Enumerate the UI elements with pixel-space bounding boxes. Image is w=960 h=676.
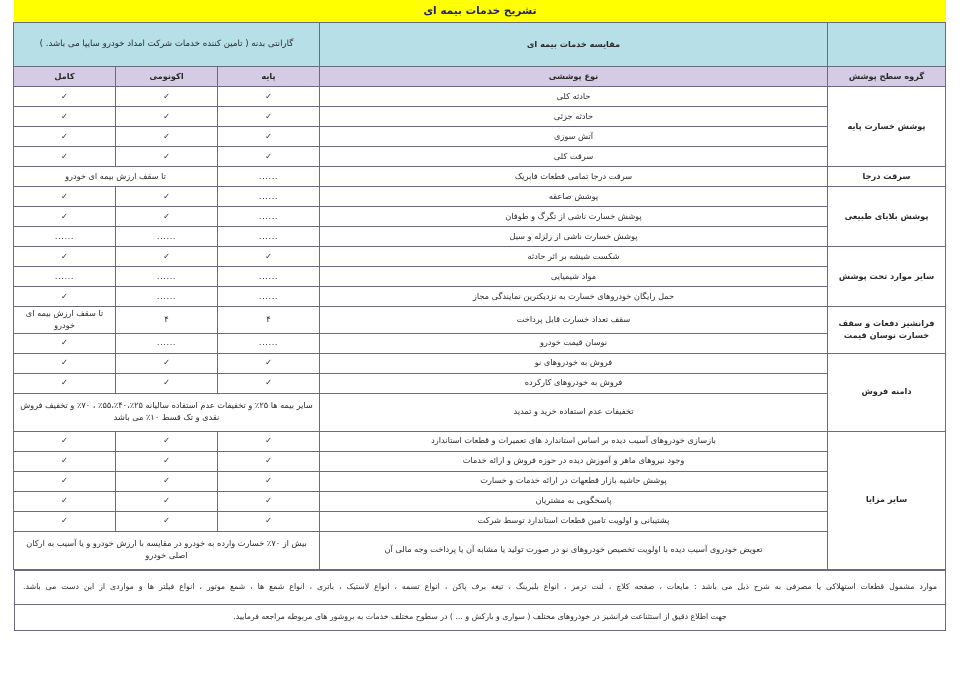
table-row [13, 147, 945, 167]
table-row [13, 531, 945, 569]
plan-value-base: ✓ [218, 511, 320, 531]
header-warranty-title: گارانتی بدنه ( تامین کننده خدمات شرکت امداد خودرو سایپا می باشد. ) [13, 23, 319, 67]
column-header-full: کامل [13, 67, 115, 87]
coverage-group-label: سرقت درجا [828, 167, 946, 187]
plan-value-economy: ✓ [116, 187, 218, 207]
table-row [13, 511, 945, 531]
plan-value-economy: ...... [116, 333, 218, 353]
plan-value-economy: ✓ [116, 107, 218, 127]
plan-value-economy: ✓ [116, 373, 218, 393]
table-row [13, 167, 945, 187]
plan-value-economy: ...... [116, 267, 218, 287]
plan-value-economy-full: تا سقف ارزش بیمه ای خودرو [13, 167, 217, 187]
plan-value-economy: ✓ [116, 87, 218, 107]
plan-value-base: ✓ [218, 127, 320, 147]
column-header-base: پایه [218, 67, 320, 87]
coverage-type-label: وجود نیروهای ماهر و آموزش دیده در حوزه فروش و ارائه خدمات [320, 451, 828, 471]
footer-note-row-1 [15, 570, 946, 604]
plan-value-economy: ✓ [116, 147, 218, 167]
coverage-group-label: دامنه فروش [828, 353, 946, 431]
table-row [13, 451, 945, 471]
plan-value-base: ...... [218, 167, 320, 187]
table-row [13, 247, 945, 267]
footer-note-1: موارد مشمول قطعات استهلاکی یا مصرفی به شرح ذیل می باشد : مایعات ، صفحه کلاچ ، لنت ترمز ، انواع بلبرینگ ، تیغه برف پاکن ، انواع تسمه ، انواع لاستیک ، باتری ، انواع شمع ها ، شمع موتور ، انواع فیلتر ها و مواردی از این دست می باشد. [15, 570, 946, 604]
plan-value-full: ✓ [13, 373, 115, 393]
header-comparison-title: مقایسه خدمات بیمه ای [320, 23, 828, 67]
plan-value-full: ✓ [13, 491, 115, 511]
coverage-type-label: پوشش خسارت ناشی از زلزله و سیل [320, 227, 828, 247]
coverage-group-label: سایر موارد تحت پوشش [828, 247, 946, 307]
table-row [13, 307, 945, 334]
plan-value-full: ✓ [13, 431, 115, 451]
plan-value-economy: ...... [116, 227, 218, 247]
coverage-type-label: فروش به خودروهای نو [320, 353, 828, 373]
coverage-type-label: تخفیفات عدم استفاده خرید و تمدید [320, 393, 828, 431]
plan-value-base: ...... [218, 287, 320, 307]
plan-value-base: ✓ [218, 107, 320, 127]
plan-value-base: ✓ [218, 147, 320, 167]
table-row [13, 107, 945, 127]
coverage-type-label: سرقت درجا تمامی قطعات فابریک [320, 167, 828, 187]
table-row [13, 471, 945, 491]
plan-value-economy: ✓ [116, 247, 218, 267]
coverage-type-label: حمل رایگان خودروهای خسارت به نزدیکترین نمایندگی مجاز [320, 287, 828, 307]
coverage-type-label: حادثه جزئی [320, 107, 828, 127]
coverage-type-label: پوشش صاعقه [320, 187, 828, 207]
plan-value-full: ✓ [13, 353, 115, 373]
plan-value-base: ...... [218, 227, 320, 247]
plan-value-base: ...... [218, 207, 320, 227]
plan-value-full: ✓ [13, 451, 115, 471]
plan-value-full: ✓ [13, 87, 115, 107]
table-header-band [13, 23, 945, 67]
table-row [13, 267, 945, 287]
coverage-type-label: آتش سوزی [320, 127, 828, 147]
coverage-group-label: پوشش بلایای طبیعی [828, 187, 946, 247]
plan-value-full: ✓ [13, 127, 115, 147]
header-band-group-spacer [828, 23, 946, 67]
plan-value-full: ✓ [13, 511, 115, 531]
table-row [13, 333, 945, 353]
column-header-group: گروه سطح پوشش [828, 67, 946, 87]
plan-value-full: ✓ [13, 147, 115, 167]
plan-value-base: ✓ [218, 491, 320, 511]
coverage-type-label: پاسخگویی به مشتریان [320, 491, 828, 511]
coverage-type-label: فروش به خودروهای کارکرده [320, 373, 828, 393]
coverage-type-label: سرقت کلی [320, 147, 828, 167]
table-row [13, 207, 945, 227]
table-row [13, 87, 945, 107]
coverage-type-label: پوشش خسارت ناشی از تگرگ و طوفان [320, 207, 828, 227]
table-row [13, 287, 945, 307]
page-title-banner: تشریح خدمات بیمه ای [14, 0, 946, 22]
plan-value-economy: ✓ [116, 431, 218, 451]
coverage-group-label: سایر مزایا [828, 431, 946, 569]
plan-value-base: ✓ [218, 87, 320, 107]
coverage-type-label: سقف تعداد خسارت قابل پرداخت [320, 307, 828, 334]
plan-value-full: ✓ [13, 287, 115, 307]
plan-value-economy: ۴ [116, 307, 218, 334]
coverage-group-label: پوشش خسارت پایه [828, 87, 946, 167]
coverage-type-label: مواد شیمیایی [320, 267, 828, 287]
plan-value-full: ...... [13, 267, 115, 287]
coverage-type-label: پوشش حاشیه بازار قطعهات در ارائه خدمات و خسارت [320, 471, 828, 491]
column-header-type: نوع پوششی [320, 67, 828, 87]
plan-value-economy: ✓ [116, 127, 218, 147]
coverage-type-label: شکست شیشه بر اثر حادثه [320, 247, 828, 267]
footer-note-2: جهت اطلاع دقیق از استثناعت فرانشیز در خودروهای مختلف ( سواری و بارکش و ... ) در سطوح مختلف خدمات به بروشور های مربوطه مراجعه فرمایید. [15, 604, 946, 630]
plan-value-base: ✓ [218, 471, 320, 491]
table-row [13, 127, 945, 147]
plan-value-economy: ✓ [116, 207, 218, 227]
table-row [13, 393, 945, 431]
plan-value-merged: سایر بیمه ها ۲۵٪ و تخفیفات عدم استفاده سالیانه ۲۵٪،۴۰٪،۵۵٪ ، ۷۰٪ و تخفیف فروش نقدی و تک قسط ۱۰٪ می باشد [13, 393, 319, 431]
plan-value-economy: ✓ [116, 353, 218, 373]
plan-value-economy: ✓ [116, 451, 218, 471]
plan-value-full: تا سقف ارزش بیمه ای خودرو [13, 307, 115, 334]
plan-value-economy: ...... [116, 287, 218, 307]
plan-value-base: ...... [218, 333, 320, 353]
table-row [13, 227, 945, 247]
plan-value-full: ✓ [13, 333, 115, 353]
plan-value-base: ✓ [218, 373, 320, 393]
plan-value-base: ✓ [218, 353, 320, 373]
column-header-economy: اکونومی [116, 67, 218, 87]
plan-value-base: ✓ [218, 431, 320, 451]
plan-value-base: ۴ [218, 307, 320, 334]
plan-value-full: ✓ [13, 187, 115, 207]
table-column-headers [13, 67, 945, 87]
plan-value-full: ✓ [13, 471, 115, 491]
plan-value-economy: ✓ [116, 491, 218, 511]
table-row [13, 491, 945, 511]
plan-value-economy: ✓ [116, 471, 218, 491]
table-row [13, 353, 945, 373]
plan-value-base: ...... [218, 267, 320, 287]
plan-value-base: ✓ [218, 451, 320, 471]
coverage-type-label: حادثه کلی [320, 87, 828, 107]
footer-note-row-2 [15, 604, 946, 630]
plan-value-base: ✓ [218, 247, 320, 267]
coverage-type-label: نوسان قیمت خودرو [320, 333, 828, 353]
table-row [13, 431, 945, 451]
plan-value-base: ...... [218, 187, 320, 207]
plan-value-merged: بیش از ۷۰٪ خسارت وارده به خودرو در مقایسه با ارزش خودرو و یا آسیب به ارکان اصلی خودرو [13, 531, 319, 569]
coverage-type-label: پشتیبانی و اولویت تامین قطعات استاندارد توسط شرکت [320, 511, 828, 531]
coverage-group-label: فرانشیز دفعات و سقف خسارت نوسان قیمت [828, 307, 946, 354]
coverage-type-label: تعویض خودروی آسیب دیده با اولویت تخصیص خودروهای نو در صورت تولید یا مشابه آن یا پرداخت وجه مالی آن [320, 531, 828, 569]
services-comparison-table [13, 22, 946, 570]
plan-value-full: ...... [13, 227, 115, 247]
plan-value-economy: ✓ [116, 511, 218, 531]
plan-value-full: ✓ [13, 107, 115, 127]
table-row [13, 373, 945, 393]
plan-value-full: ✓ [13, 207, 115, 227]
coverage-type-label: بازسازی خودروهای آسیب دیده بر اساس استاندارد های تعمیرات و قطعات استاندارد [320, 431, 828, 451]
plan-value-full: ✓ [13, 247, 115, 267]
table-row [13, 187, 945, 207]
footer-notes-table [14, 570, 946, 631]
